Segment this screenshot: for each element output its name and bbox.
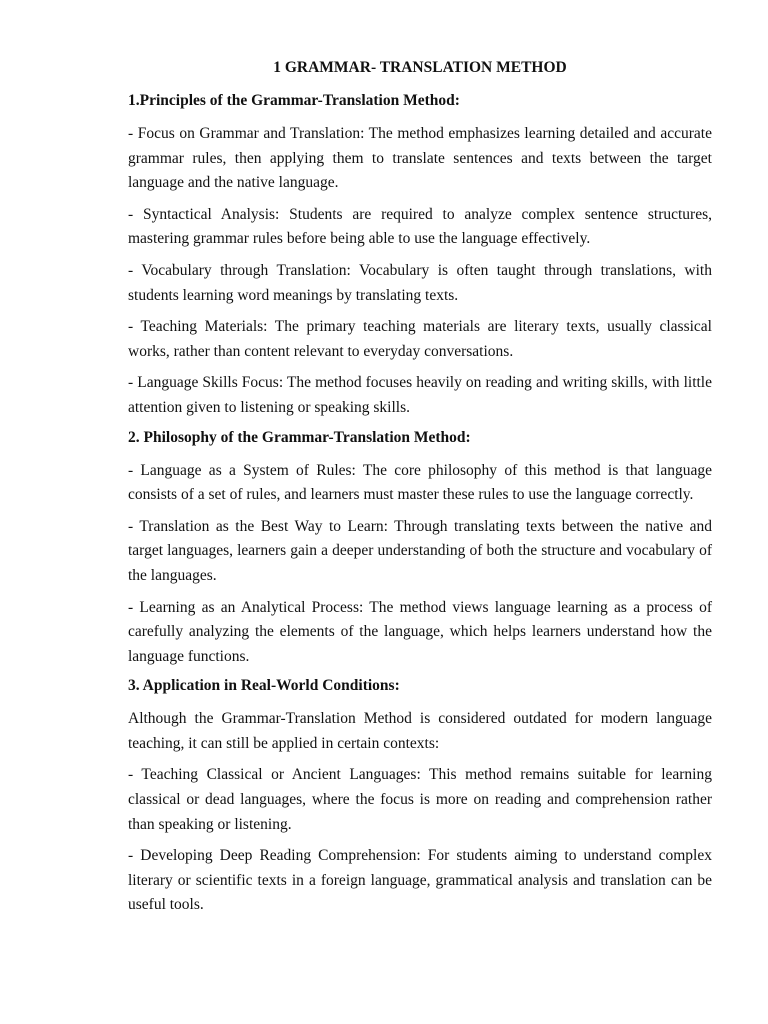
paragraph: - Syntactical Analysis: Students are required to analyze complex sentence structures, mastering grammar rules before being able to use the language effectively. — [128, 205, 712, 248]
paragraph: - Learning as an Analytical Process: The method views language learning as a process of carefully analyzing the elements of the language, which helps learners understand how the language functions. — [128, 598, 712, 665]
document-title: 1 GRAMMAR- TRANSLATION METHOD — [273, 59, 567, 76]
paragraph: - Developing Deep Reading Comprehension: For students aiming to understand complex literary or scientific texts in a foreign language, grammatical analysis and translation can be useful tools. — [128, 847, 712, 914]
paragraph: Although the Grammar-Translation Method is considered outdated for modern language teaching, it can still be applied in certain contexts: — [128, 710, 712, 752]
paragraph: - Teaching Classical or Ancient Languages: This method remains suitable for learning classical or dead languages, where the focus is more on reading and comprehension rather than speaking or listening. — [128, 766, 712, 833]
paragraph: - Translation as the Best Way to Learn: Through translating texts between the native and target languages, learners gain a deeper understanding of both the structure and vocabulary of the languages. — [128, 517, 712, 584]
paragraph: - Teaching Materials: The primary teaching materials are literary texts, usually classical works, rather than content relevant to everyday conversations. — [128, 318, 712, 360]
paragraph: - Vocabulary through Translation: Vocabulary is often taught through translations, with students learning word meanings by translating texts. — [128, 261, 712, 304]
section-heading-principles: 1.Principles of the Grammar-Translation Method: — [128, 92, 460, 109]
section-heading-application: 3. Application in Real-World Conditions: — [128, 677, 400, 695]
section-heading-philosophy: 2. Philosophy of the Grammar-Translation Method: — [128, 428, 471, 446]
paragraph: - Language Skills Focus: The method focuses heavily on reading and writing skills, with little attention given to listening or speaking skills. — [128, 374, 712, 416]
paragraph: - Language as a System of Rules: The core philosophy of this method is that language consists of a set of rules, and learners must master these rules to use the language correctly. — [128, 461, 712, 504]
paragraph: - Focus on Grammar and Translation: The method emphasizes learning detailed and accurate grammar rules, then applying them to translate sentences and texts between the target language and the native language. — [128, 125, 712, 192]
